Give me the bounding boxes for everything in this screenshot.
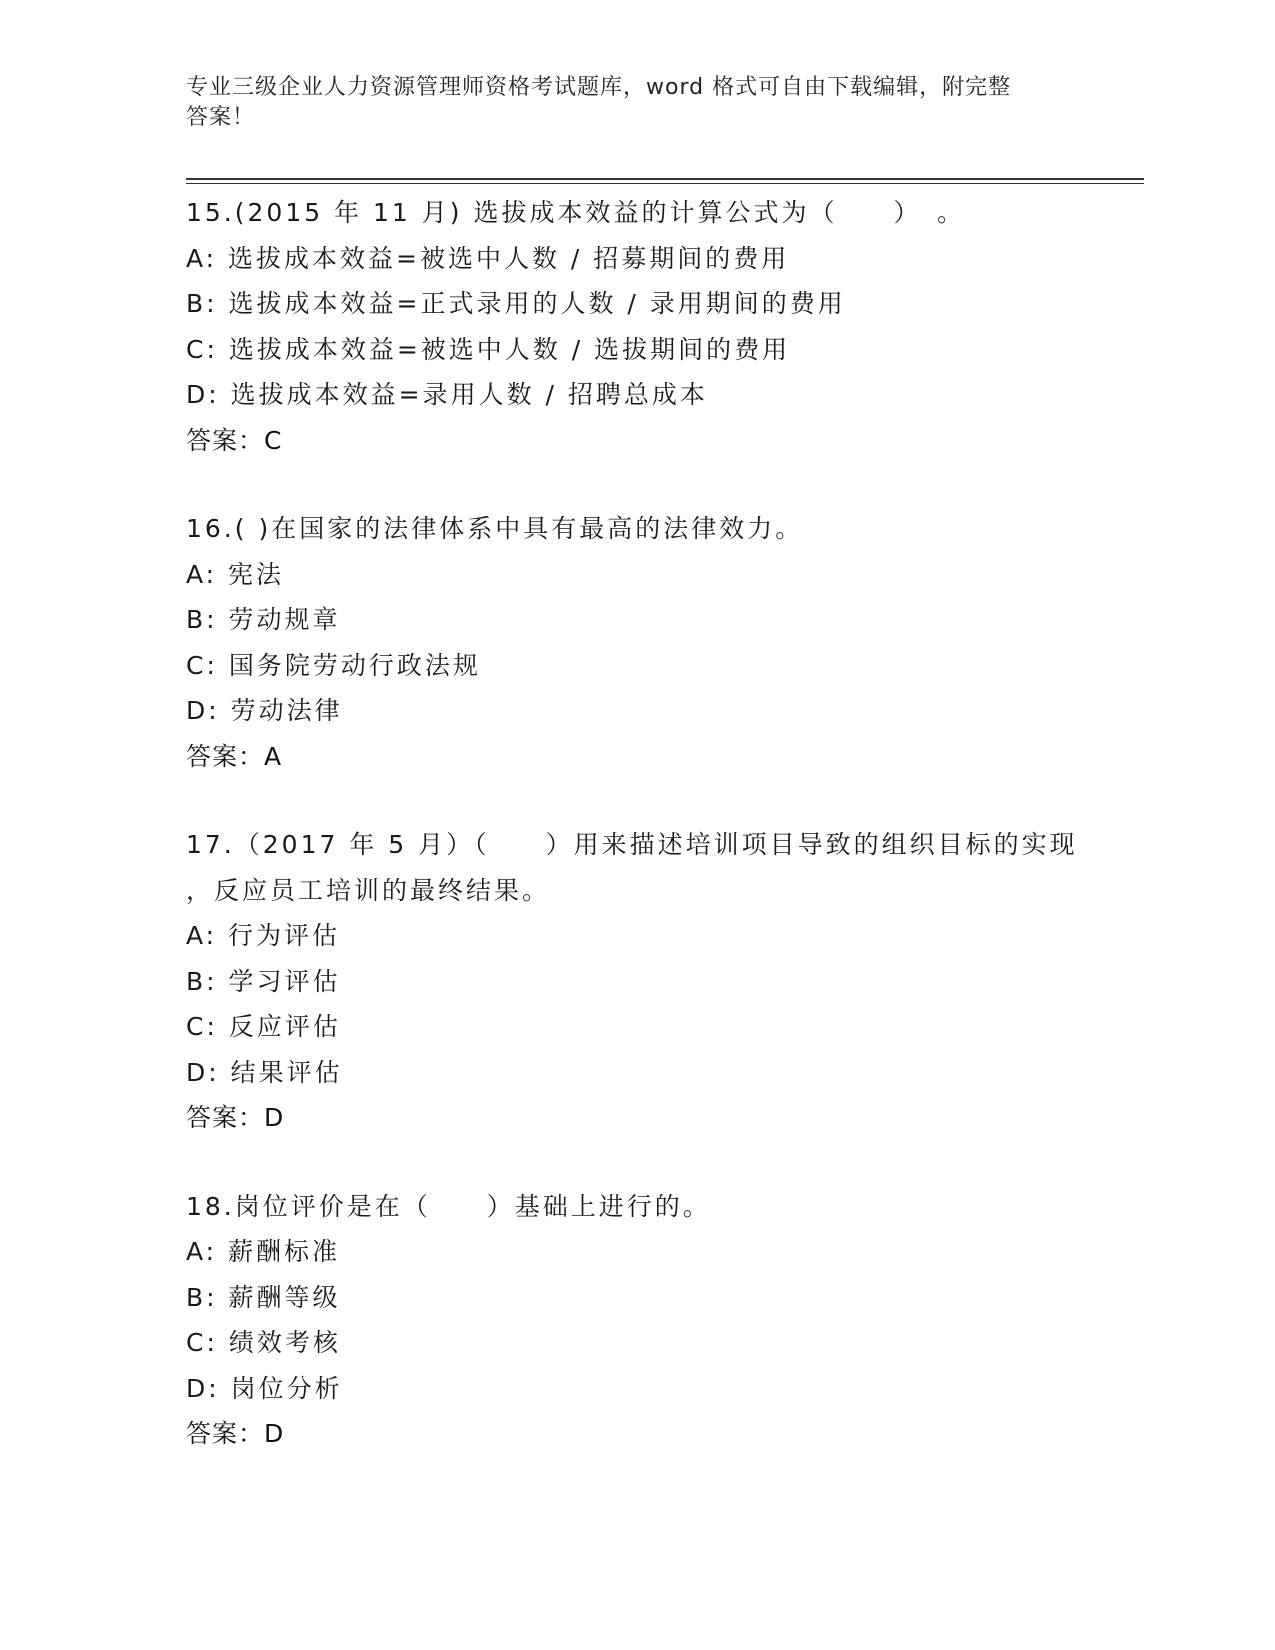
- option-a: A: 行为评估: [186, 921, 341, 950]
- option-b: B: 劳动规章: [186, 605, 341, 634]
- option-d: D: 结果评估: [186, 1057, 343, 1087]
- option-c: C: 绩效考核: [186, 1328, 341, 1357]
- option-c: C: 国务院劳动行政法规: [186, 650, 481, 680]
- question-list: [186, 190, 1086, 1500]
- option-b: B: 薪酬等级: [186, 1282, 341, 1312]
- header-line-2: 答案！: [186, 105, 256, 130]
- option-d: D: 岗位分析: [186, 1373, 343, 1403]
- option-d: D: 选拔成本效益=录用人数 / 招聘总成本: [186, 380, 708, 409]
- option-c: C: 选拔成本效益=被选中人数 / 选拔期间的费用: [186, 334, 791, 364]
- question-stem: 16.( )在国家的法律体系中具有最高的法律效力。: [186, 514, 804, 543]
- question-stem: 17.（2017 年 5 月）（ ）用来描述培训项目导致的组织目标的实现: [186, 830, 1078, 859]
- header-line-1: 专业三级企业人力资源管理师资格考试题库，word 格式可自由下载编辑，附完整: [186, 75, 1012, 100]
- question-16: [186, 506, 1086, 779]
- question-stem: 15.(2015 年 11 月) 选拔成本效益的计算公式为（ ） 。: [186, 198, 965, 227]
- question-stem: 18.岗位评价是在（ ）基础上进行的。: [186, 1191, 711, 1221]
- option-a: A: 薪酬标准: [186, 1237, 341, 1266]
- header-rule-top: [186, 178, 1144, 180]
- question-stem-continued: ，反应员工培训的最终结果。: [186, 875, 551, 905]
- answer: 答案：C: [186, 425, 283, 455]
- question-15: [186, 190, 1086, 463]
- option-b: B: 选拔成本效益=正式录用的人数 / 录用期间的费用: [186, 289, 846, 318]
- option-d: D: 劳动法律: [186, 696, 343, 725]
- option-b: B: 学习评估: [186, 966, 341, 996]
- question-18: [186, 1184, 1086, 1457]
- question-17: [186, 822, 1086, 1141]
- header-rule-bottom: [186, 183, 1144, 184]
- answer: 答案：D: [186, 1103, 285, 1132]
- option-a: A: 选拔成本效益=被选中人数 / 招募期间的费用: [186, 243, 790, 273]
- option-c: C: 反应评估: [186, 1012, 341, 1041]
- answer: 答案：A: [186, 741, 283, 771]
- document-header: [186, 73, 1086, 133]
- option-a: A: 宪法: [186, 559, 285, 589]
- answer: 答案：D: [186, 1419, 285, 1448]
